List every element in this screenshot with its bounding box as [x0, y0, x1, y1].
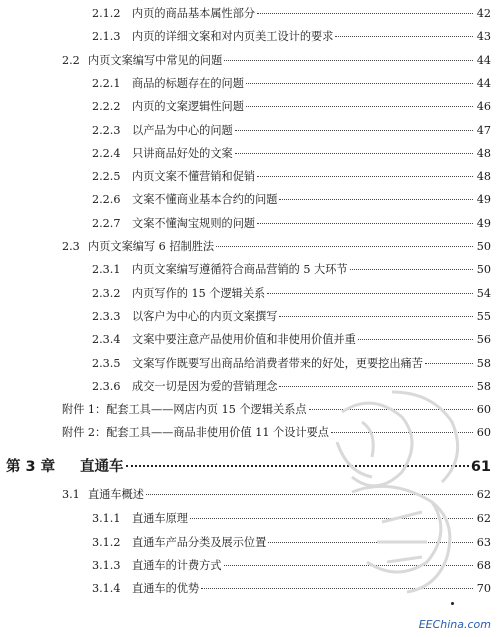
toc-entry [0, 287, 497, 301]
toc-entry-number: 3.1.3 [92, 558, 121, 572]
toc-entry-number: 2.1.2 [92, 7, 121, 20]
toc-entry-title: 内页文案不懂营销和促销 [132, 170, 256, 184]
toc-entry [0, 333, 497, 347]
toc-leader-dots [216, 246, 473, 247]
toc-entry-title: 文案不懂淘宝规则的问题 [132, 216, 256, 230]
toc-entry-page: 60 [476, 426, 491, 440]
toc-entry-number: 2.2.2 [92, 100, 121, 114]
toc-entry-title: 内页文案编写中常见的问题 [88, 53, 223, 67]
watermark-text: EEChina.com [418, 618, 491, 631]
toc-entry-page: 50 [476, 240, 491, 253]
toc-entry-title: 内页文案编写 6 招制胜法 [88, 240, 215, 253]
toc-entry-number: 2.2.6 [92, 193, 121, 207]
toc-entry-number: 2.2.1 [92, 76, 121, 90]
toc-entry [0, 170, 497, 184]
toc-entry-title: 以客户为中心的内页文案撰写 [132, 309, 278, 323]
toc-entry-title: 直通车的优势 [132, 582, 200, 596]
toc-entry [0, 77, 497, 91]
toc-entry-page: 54 [476, 286, 491, 300]
toc-leader-dots [268, 542, 473, 543]
toc-entry [0, 536, 497, 550]
toc-entry-page: 47 [476, 123, 491, 137]
toc-leader-dots [126, 465, 469, 467]
toc-entry [0, 7, 497, 21]
toc-entry-number: 2.2.5 [92, 170, 121, 184]
toc-entry-page: 50 [476, 263, 491, 277]
toc-entry-page: 68 [476, 558, 491, 572]
toc-entry [0, 357, 497, 371]
toc-leader-dots [279, 386, 473, 387]
toc-entry-title: 内页的文案逻辑性问题 [132, 100, 244, 114]
toc-entry [0, 240, 497, 254]
toc-entry-number: 2.3.5 [92, 356, 121, 370]
toc-leader-dots [246, 106, 473, 107]
toc-entry-number: 3.1.1 [92, 512, 121, 526]
toc-entry-page: 44 [476, 53, 491, 67]
toc-entry [0, 217, 497, 231]
toc-leader-dots [257, 176, 473, 177]
toc-entry-number: 2.3.4 [92, 333, 121, 347]
toc-entry-number: 3.1.2 [92, 535, 121, 549]
toc-entry [0, 426, 497, 440]
toc-entry [0, 488, 497, 502]
toc-entry-page: 58 [476, 379, 491, 393]
toc-entry-page: 58 [476, 356, 491, 370]
toc-entry-title: 附件 2：配套工具——商品非使用价值 11 个设计要点 [62, 426, 329, 440]
toc-entry-page: 70 [476, 582, 491, 596]
toc-entry-number: 第 3 章 [6, 458, 56, 475]
toc-entry-number: 2.3.1 [92, 263, 121, 277]
toc-entry-page: 44 [476, 76, 491, 90]
toc-entry-title: 以产品为中心的问题 [132, 123, 233, 137]
toc-entry-number: 2.2.7 [92, 216, 121, 230]
toc-leader-dots [190, 518, 473, 519]
toc-leader-dots [246, 83, 473, 84]
toc-entry [0, 100, 497, 114]
toc-leader-dots [350, 269, 473, 270]
toc-entry-title: 内页的商品基本属性部分 [132, 7, 256, 20]
toc-leader-dots [146, 494, 473, 495]
toc-entry [0, 559, 497, 573]
toc-entry-number: 2.2 [62, 53, 80, 67]
toc-leader-dots [279, 199, 473, 200]
toc-entry-title: 文案写作既要写出商品给消费者带来的好处，更要挖出痛苦 [132, 356, 423, 370]
toc-entry-title: 文案中要注意产品使用价值和非使用价值并重 [132, 333, 356, 347]
toc-entry-page: 46 [476, 100, 491, 114]
toc-entry-number: 2.3.2 [92, 286, 121, 300]
toc-entry-number: 2.3.6 [92, 379, 121, 393]
toc-entry-title: 文案不懂商业基本合约的问题 [132, 193, 278, 207]
toc-leader-dots [201, 588, 473, 589]
toc-entry-page: 60 [476, 403, 491, 417]
toc-entry-page: 49 [476, 193, 491, 207]
toc-entry [0, 30, 497, 44]
toc-leader-dots [235, 153, 473, 154]
toc-entry [0, 310, 497, 324]
toc-entry [0, 512, 497, 526]
toc-entry-title: 成交一切是因为爱的营销理念 [132, 379, 278, 393]
toc-entry [0, 124, 497, 138]
toc-entry-page: 48 [476, 170, 491, 184]
toc-entry-page: 61 [470, 458, 491, 475]
toc-entry-number: 2.3 [62, 240, 80, 253]
toc-entry-title: 只讲商品好处的文案 [132, 146, 233, 160]
toc-leader-dots [425, 363, 473, 364]
toc-entry-page: 55 [476, 309, 491, 323]
toc-entry [0, 193, 497, 207]
toc-leader-dots [309, 409, 473, 410]
toc-entry [0, 54, 497, 68]
toc-entry-title: 直通车原理 [132, 512, 188, 526]
toc-leader-dots [224, 60, 473, 61]
toc-entry [0, 263, 497, 277]
toc-entry-page: 62 [476, 487, 491, 501]
toc-entry-title: 直通车产品分类及展示位置 [132, 535, 267, 549]
toc-entry-number: 2.2.4 [92, 146, 121, 160]
toc-entry-page: 43 [476, 30, 491, 44]
toc-entry [0, 582, 497, 596]
toc-leader-dots [257, 223, 473, 224]
ink-dot [451, 602, 454, 605]
toc-chapter-row [0, 458, 497, 476]
toc-leader-dots [235, 130, 473, 131]
toc-entry-page: 56 [476, 333, 491, 347]
toc-leader-dots [279, 316, 473, 317]
toc-entry-number: 2.2.3 [92, 123, 121, 137]
toc-leader-dots [224, 565, 473, 566]
toc-entry-title: 直通车 [80, 458, 124, 475]
toc-leader-dots [358, 339, 473, 340]
toc-entry-page: 48 [476, 146, 491, 160]
toc-entry-title: 内页的详细文案和对内页美工设计的要求 [132, 30, 334, 44]
toc-entry-number: 2.1.3 [92, 30, 121, 44]
toc-leader-dots [267, 293, 473, 294]
toc-entry-page: 42 [476, 7, 491, 20]
toc-entry [0, 147, 497, 161]
toc-entry-title: 商品的标题存在的问题 [132, 76, 244, 90]
toc-leader-dots [331, 432, 473, 433]
toc-entry [0, 380, 497, 394]
toc-entry-number: 2.3.3 [92, 309, 121, 323]
toc-entry-title: 内页文案编写遵循符合商品营销的 5 大环节 [132, 263, 348, 277]
toc-leader-dots [335, 36, 473, 37]
toc-entry-title: 直通车的计费方式 [132, 558, 222, 572]
toc-entry-number: 3.1 [62, 487, 80, 501]
toc-entry-number: 3.1.4 [92, 582, 121, 596]
toc-entry-page: 49 [476, 216, 491, 230]
toc-leader-dots [257, 13, 473, 14]
toc-entry-title: 直通车概述 [88, 487, 144, 501]
toc-entry-page: 63 [476, 535, 491, 549]
toc-entry-title: 附件 1：配套工具——网店内页 15 个逻辑关系点 [62, 403, 307, 417]
toc-entry [0, 403, 497, 417]
toc-entry-page: 62 [476, 512, 491, 526]
toc-entry-title: 内页写作的 15 个逻辑关系 [132, 286, 266, 300]
